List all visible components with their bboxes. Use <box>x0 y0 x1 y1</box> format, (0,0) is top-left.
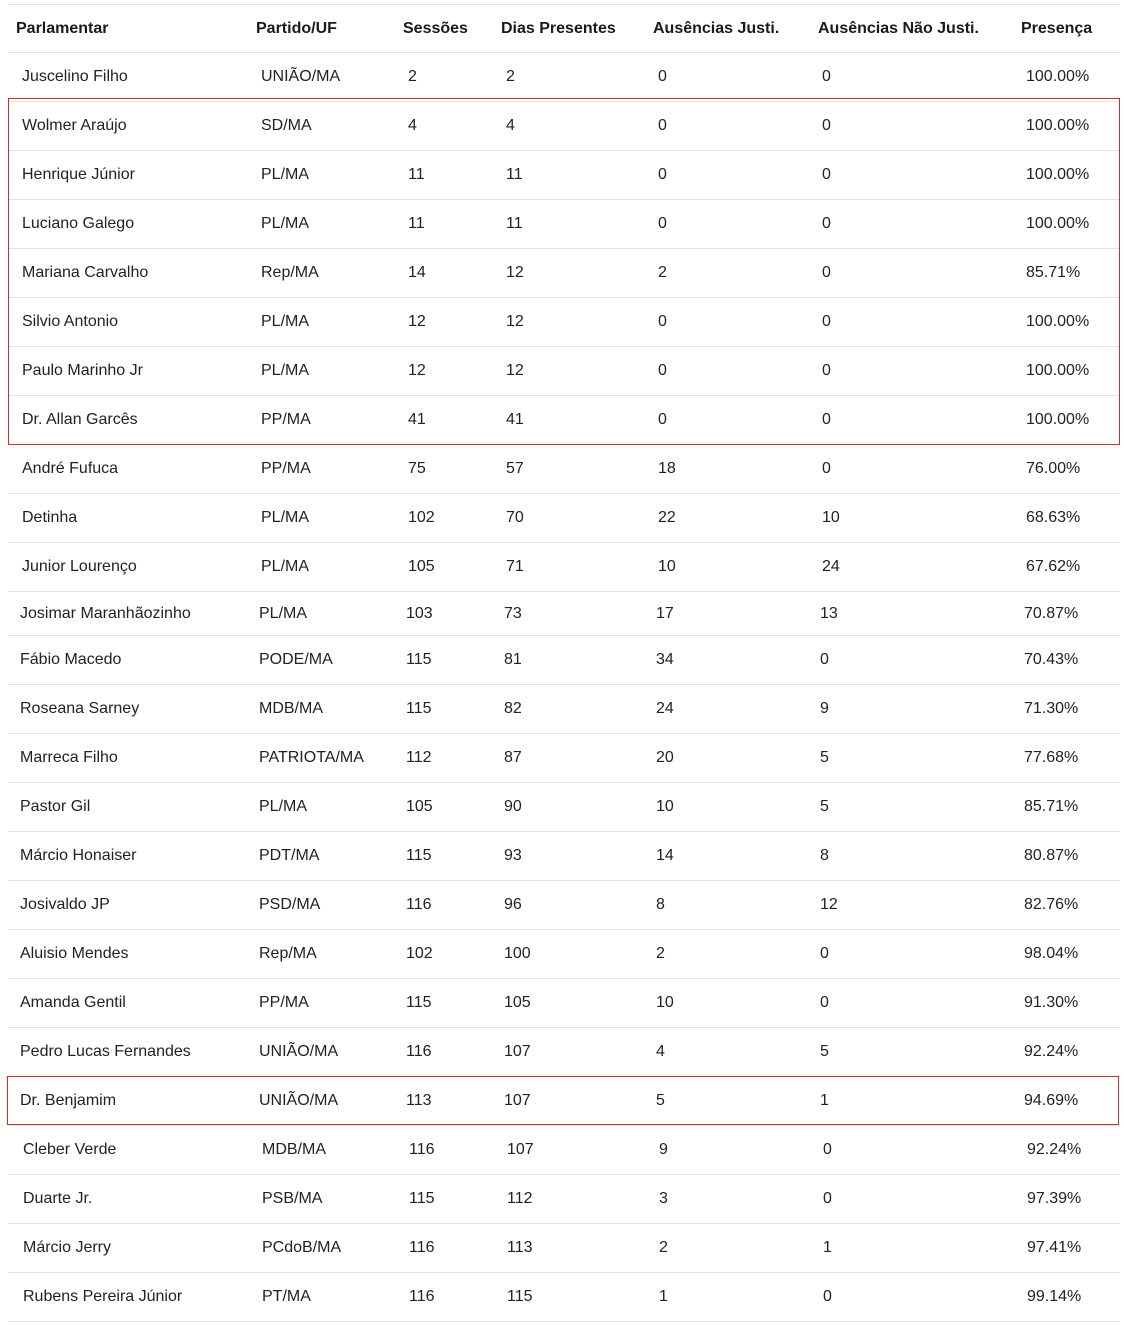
cell-ausencias-justificadas: 10 <box>656 994 674 1011</box>
cell-presenca: 92.24% <box>1024 1043 1079 1060</box>
cell-parlamentar: Pedro Lucas Fernandes <box>20 1043 191 1060</box>
cell-dias-presentes: 93 <box>504 847 522 864</box>
cell-ausencias-nao-justificadas: 5 <box>820 749 829 766</box>
cell-ausencias-justificadas: 24 <box>656 700 674 717</box>
cell-partido-uf: PCdoB/MA <box>262 1239 342 1256</box>
cell-ausencias-nao-justificadas: 10 <box>822 509 840 526</box>
cell-sessoes: 105 <box>406 798 433 815</box>
cell-ausencias-justificadas: 0 <box>658 166 667 183</box>
table-row <box>8 1273 1120 1322</box>
table-row <box>8 979 1120 1028</box>
cell-presenca: 80.87% <box>1024 847 1079 864</box>
table-row <box>8 396 1120 445</box>
cell-sessoes: 115 <box>409 1190 435 1207</box>
cell-presenca: 70.43% <box>1024 651 1079 668</box>
cell-presenca: 100.00% <box>1026 411 1090 428</box>
cell-parlamentar: Amanda Gentil <box>20 994 126 1011</box>
cell-ausencias-justificadas: 0 <box>658 313 667 330</box>
cell-presenca: 85.71% <box>1024 798 1079 815</box>
cell-ausencias-nao-justificadas: 0 <box>820 945 829 962</box>
cell-dias-presentes: 11 <box>506 166 523 183</box>
cell-presenca: 99.14% <box>1027 1288 1082 1305</box>
cell-ausencias-justificadas: 14 <box>656 847 674 864</box>
cell-ausencias-nao-justificadas: 24 <box>822 558 840 575</box>
cell-ausencias-nao-justificadas: 8 <box>820 847 829 864</box>
table-row <box>8 1175 1120 1224</box>
cell-presenca: 100.00% <box>1026 362 1090 379</box>
cell-ausencias-justificadas: 10 <box>658 558 676 575</box>
cell-parlamentar: Josivaldo JP <box>20 896 110 913</box>
cell-ausencias-justificadas: 22 <box>658 509 676 526</box>
cell-sessoes: 116 <box>409 1288 435 1305</box>
cell-ausencias-justificadas: 20 <box>656 749 674 766</box>
cell-sessoes: 41 <box>408 411 426 428</box>
table-row <box>8 1224 1120 1273</box>
cell-dias-presentes: 107 <box>504 1092 531 1109</box>
table-row <box>8 783 1120 832</box>
cell-ausencias-justificadas: 1 <box>659 1288 668 1305</box>
cell-presenca: 100.00% <box>1026 117 1090 134</box>
table-row <box>8 494 1120 543</box>
cell-presenca: 68.63% <box>1026 509 1081 526</box>
cell-presenca: 85.71% <box>1026 264 1081 281</box>
cell-ausencias-nao-justificadas: 0 <box>822 362 831 379</box>
cell-dias-presentes: 70 <box>506 509 524 526</box>
cell-ausencias-justificadas: 2 <box>659 1239 668 1256</box>
cell-ausencias-nao-justificadas: 5 <box>820 798 829 815</box>
cell-ausencias-nao-justificadas: 0 <box>822 166 831 183</box>
cell-parlamentar: Rubens Pereira Júnior <box>23 1288 183 1305</box>
cell-ausencias-nao-justificadas: 0 <box>822 68 831 85</box>
cell-parlamentar: Pastor Gil <box>20 798 91 815</box>
cell-ausencias-nao-justificadas: 0 <box>822 411 831 428</box>
cell-partido-uf: PL/MA <box>261 509 310 526</box>
cell-ausencias-nao-justificadas: 0 <box>822 460 831 477</box>
header-parlamentar: Parlamentar <box>16 19 109 37</box>
cell-sessoes: 105 <box>408 558 435 575</box>
cell-sessoes: 116 <box>409 1239 435 1256</box>
cell-partido-uf: PP/MA <box>261 411 311 428</box>
cell-presenca: 100.00% <box>1026 68 1090 85</box>
table-row <box>8 347 1120 396</box>
cell-dias-presentes: 90 <box>504 798 522 815</box>
cell-parlamentar: Junior Lourenço <box>22 558 137 575</box>
table-row <box>8 592 1120 636</box>
cell-partido-uf: PL/MA <box>259 604 308 622</box>
cell-sessoes: 11 <box>408 215 425 232</box>
cell-dias-presentes: 11 <box>506 215 523 232</box>
cell-ausencias-justificadas: 0 <box>658 68 667 85</box>
table-row <box>8 1077 1120 1126</box>
header-dias-presentes: Dias Presentes <box>501 19 616 37</box>
cell-ausencias-nao-justificadas: 1 <box>823 1239 832 1256</box>
cell-ausencias-justificadas: 4 <box>656 1043 665 1060</box>
cell-parlamentar: Paulo Marinho Jr <box>22 362 143 379</box>
cell-parlamentar: Juscelino Filho <box>22 68 128 85</box>
cell-partido-uf: PSD/MA <box>259 896 321 913</box>
cell-ausencias-nao-justificadas: 0 <box>823 1141 832 1158</box>
table-header-row <box>8 4 1120 53</box>
cell-ausencias-justificadas: 5 <box>656 1092 665 1109</box>
cell-ausencias-justificadas: 8 <box>656 896 665 913</box>
cell-ausencias-justificadas: 34 <box>656 651 674 668</box>
cell-partido-uf: PL/MA <box>261 166 310 183</box>
cell-presenca: 92.24% <box>1027 1141 1082 1158</box>
cell-presenca: 67.62% <box>1026 558 1081 575</box>
cell-partido-uf: MDB/MA <box>262 1141 326 1158</box>
cell-parlamentar: Cleber Verde <box>23 1141 117 1158</box>
cell-sessoes: 14 <box>408 264 426 281</box>
header-ausencias-nao-justificadas: Ausências Não Justi. <box>818 19 979 37</box>
table-row <box>8 53 1120 102</box>
cell-presenca: 71.30% <box>1024 700 1079 717</box>
cell-dias-presentes: 112 <box>507 1190 533 1207</box>
cell-parlamentar: Dr. Allan Garcês <box>22 411 138 428</box>
cell-parlamentar: Fábio Macedo <box>20 651 122 668</box>
cell-ausencias-nao-justificadas: 0 <box>822 264 831 281</box>
cell-ausencias-justificadas: 2 <box>658 264 667 281</box>
cell-ausencias-justificadas: 17 <box>656 604 674 622</box>
cell-ausencias-justificadas: 2 <box>656 945 665 962</box>
cell-partido-uf: PL/MA <box>261 362 310 379</box>
cell-partido-uf: Rep/MA <box>259 945 317 962</box>
cell-sessoes: 116 <box>406 896 432 913</box>
table-row <box>8 298 1120 347</box>
table-body <box>8 53 1120 1322</box>
cell-ausencias-nao-justificadas: 9 <box>820 700 829 717</box>
cell-ausencias-justificadas: 3 <box>659 1190 668 1207</box>
header-sessoes: Sessões <box>403 19 468 37</box>
cell-parlamentar: Henrique Júnior <box>22 166 135 183</box>
cell-dias-presentes: 107 <box>507 1141 534 1158</box>
cell-partido-uf: MDB/MA <box>259 700 323 717</box>
cell-parlamentar: Marreca Filho <box>20 749 118 766</box>
cell-parlamentar: Luciano Galego <box>22 215 135 232</box>
cell-ausencias-nao-justificadas: 0 <box>823 1190 832 1207</box>
cell-parlamentar: Mariana Carvalho <box>22 264 149 281</box>
table-row <box>8 832 1120 881</box>
cell-sessoes: 116 <box>409 1141 435 1158</box>
cell-dias-presentes: 87 <box>504 749 522 766</box>
cell-ausencias-justificadas: 18 <box>658 460 676 477</box>
table-row <box>8 1126 1120 1175</box>
cell-ausencias-justificadas: 0 <box>658 411 667 428</box>
cell-parlamentar: Márcio Honaiser <box>20 847 137 864</box>
cell-parlamentar: Josimar Maranhãozinho <box>20 604 191 622</box>
cell-ausencias-nao-justificadas: 0 <box>820 994 829 1011</box>
cell-dias-presentes: 115 <box>507 1288 533 1305</box>
cell-dias-presentes: 81 <box>504 651 522 668</box>
cell-sessoes: 115 <box>406 651 432 668</box>
table-row <box>8 102 1120 151</box>
cell-ausencias-nao-justificadas: 1 <box>820 1092 829 1109</box>
cell-dias-presentes: 41 <box>506 411 524 428</box>
cell-sessoes: 11 <box>408 166 425 183</box>
cell-partido-uf: UNIÃO/MA <box>261 68 341 85</box>
cell-sessoes: 116 <box>406 1043 432 1060</box>
cell-partido-uf: PT/MA <box>262 1288 311 1305</box>
cell-sessoes: 103 <box>406 604 433 622</box>
cell-presenca: 70.87% <box>1024 604 1079 622</box>
cell-presenca: 91.30% <box>1024 994 1079 1011</box>
cell-dias-presentes: 82 <box>504 700 522 717</box>
cell-sessoes: 102 <box>406 945 433 962</box>
cell-sessoes: 2 <box>408 68 417 85</box>
cell-ausencias-nao-justificadas: 0 <box>822 313 831 330</box>
cell-presenca: 100.00% <box>1026 215 1090 232</box>
cell-dias-presentes: 12 <box>506 264 524 281</box>
cell-presenca: 98.04% <box>1024 945 1079 962</box>
cell-sessoes: 4 <box>408 117 417 134</box>
cell-partido-uf: SD/MA <box>261 117 312 134</box>
cell-dias-presentes: 113 <box>507 1239 533 1256</box>
table-row <box>8 734 1120 783</box>
cell-presenca: 94.69% <box>1024 1092 1079 1109</box>
cell-presenca: 97.39% <box>1027 1190 1082 1207</box>
cell-parlamentar: Márcio Jerry <box>23 1239 112 1256</box>
cell-ausencias-justificadas: 9 <box>659 1141 668 1158</box>
cell-partido-uf: UNIÃO/MA <box>259 1043 339 1060</box>
cell-parlamentar: Duarte Jr. <box>23 1190 93 1207</box>
cell-sessoes: 115 <box>406 847 432 864</box>
header-presenca: Presença <box>1021 19 1093 37</box>
cell-ausencias-justificadas: 10 <box>656 798 674 815</box>
cell-parlamentar: Wolmer Araújo <box>22 117 127 134</box>
cell-partido-uf: PP/MA <box>259 994 309 1011</box>
cell-presenca: 100.00% <box>1026 313 1090 330</box>
table-row <box>8 1028 1120 1077</box>
cell-dias-presentes: 12 <box>506 313 524 330</box>
cell-partido-uf: PP/MA <box>261 460 311 477</box>
cell-partido-uf: PL/MA <box>261 215 310 232</box>
cell-sessoes: 102 <box>408 509 435 526</box>
header-ausencias-justificadas: Ausências Justi. <box>653 19 780 37</box>
cell-dias-presentes: 12 <box>506 362 524 379</box>
cell-dias-presentes: 105 <box>504 994 531 1011</box>
cell-ausencias-nao-justificadas: 0 <box>822 117 831 134</box>
cell-ausencias-nao-justificadas: 12 <box>820 896 838 913</box>
cell-dias-presentes: 96 <box>504 896 522 913</box>
cell-presenca: 100.00% <box>1026 166 1090 183</box>
cell-dias-presentes: 4 <box>506 117 515 134</box>
attendance-table <box>8 4 1120 1322</box>
cell-sessoes: 112 <box>406 749 432 766</box>
cell-partido-uf: PL/MA <box>259 798 308 815</box>
table-row <box>8 445 1120 494</box>
cell-ausencias-nao-justificadas: 0 <box>822 215 831 232</box>
cell-sessoes: 113 <box>406 1092 432 1109</box>
table-row <box>8 543 1120 592</box>
cell-sessoes: 115 <box>406 994 432 1011</box>
cell-parlamentar: Dr. Benjamim <box>20 1092 117 1109</box>
table-row <box>8 249 1120 298</box>
table-row <box>8 200 1120 249</box>
cell-sessoes: 115 <box>406 700 432 717</box>
cell-presenca: 82.76% <box>1024 896 1079 913</box>
cell-parlamentar: Detinha <box>22 509 78 526</box>
cell-partido-uf: PODE/MA <box>259 651 333 668</box>
cell-partido-uf: UNIÃO/MA <box>259 1092 339 1109</box>
cell-dias-presentes: 57 <box>506 460 524 477</box>
cell-dias-presentes: 71 <box>506 558 524 575</box>
table-row <box>8 881 1120 930</box>
cell-presenca: 77.68% <box>1024 749 1079 766</box>
cell-parlamentar: André Fufuca <box>22 460 119 477</box>
header-partido-uf: Partido/UF <box>256 19 337 37</box>
cell-parlamentar: Silvio Antonio <box>22 313 119 330</box>
table-row <box>8 685 1120 734</box>
cell-partido-uf: PL/MA <box>261 313 310 330</box>
cell-partido-uf: PSB/MA <box>262 1190 323 1207</box>
cell-parlamentar: Aluisio Mendes <box>20 945 129 962</box>
cell-presenca: 97.41% <box>1027 1239 1082 1256</box>
cell-dias-presentes: 107 <box>504 1043 531 1060</box>
cell-presenca: 76.00% <box>1026 460 1081 477</box>
cell-partido-uf: PL/MA <box>261 558 310 575</box>
cell-parlamentar: Roseana Sarney <box>20 700 140 717</box>
cell-ausencias-nao-justificadas: 0 <box>820 651 829 668</box>
cell-dias-presentes: 73 <box>504 604 522 622</box>
cell-ausencias-justificadas: 0 <box>658 215 667 232</box>
table-row <box>8 930 1120 979</box>
cell-ausencias-justificadas: 0 <box>658 362 667 379</box>
cell-partido-uf: PATRIOTA/MA <box>259 749 364 766</box>
cell-ausencias-nao-justificadas: 5 <box>820 1043 829 1060</box>
cell-sessoes: 12 <box>408 362 426 379</box>
cell-partido-uf: PDT/MA <box>259 847 320 864</box>
table-row <box>8 151 1120 200</box>
table-row <box>8 636 1120 685</box>
cell-ausencias-nao-justificadas: 13 <box>820 604 838 622</box>
cell-sessoes: 12 <box>408 313 426 330</box>
cell-ausencias-justificadas: 0 <box>658 117 667 134</box>
cell-dias-presentes: 100 <box>504 945 531 962</box>
cell-sessoes: 75 <box>408 460 426 477</box>
cell-dias-presentes: 2 <box>506 68 515 85</box>
cell-partido-uf: Rep/MA <box>261 264 319 281</box>
cell-ausencias-nao-justificadas: 0 <box>823 1288 832 1305</box>
